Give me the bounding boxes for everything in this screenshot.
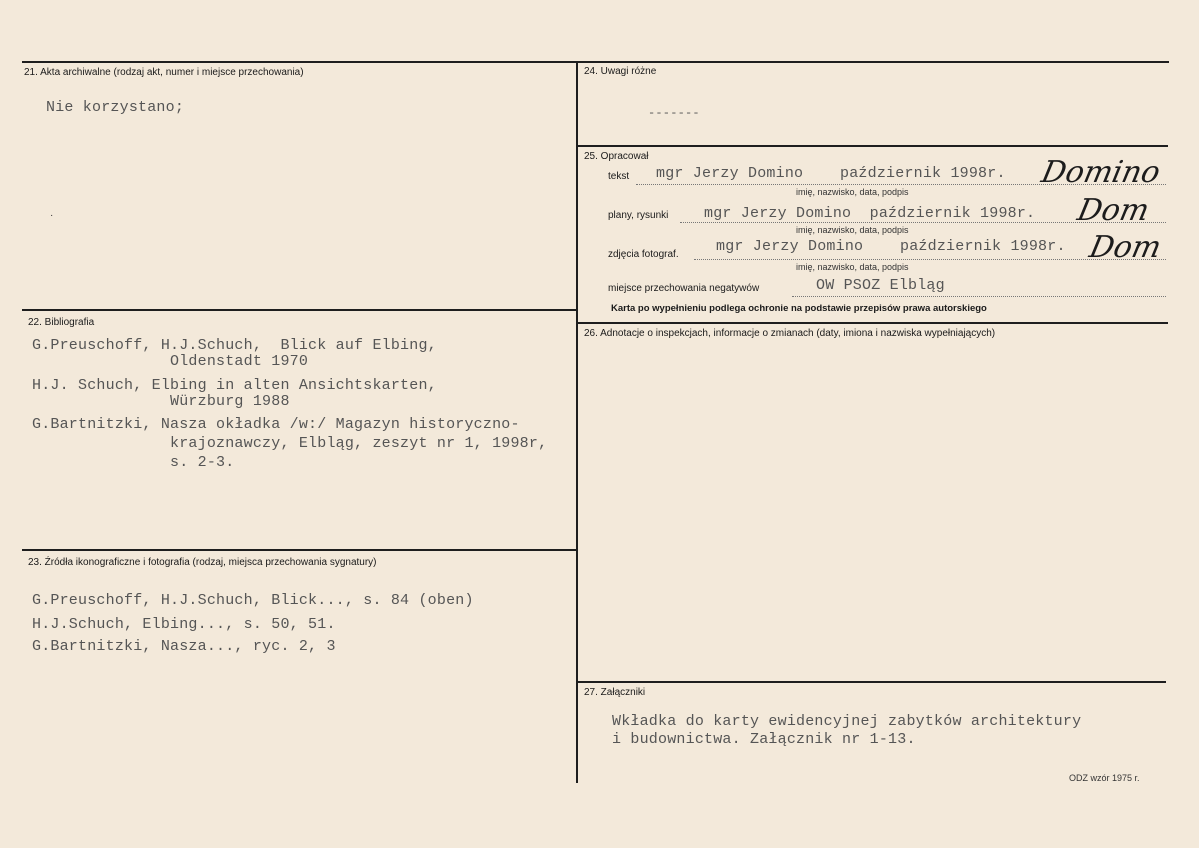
author-field-label: tekst — [608, 171, 630, 182]
section-24-label: 24. Uwagi różne — [584, 66, 657, 77]
photos-hint: imię, nazwisko, data, podpis — [796, 262, 909, 272]
source-line: H.J.Schuch, Elbing..., s. 50, 51. — [32, 616, 336, 633]
stray-dot: · — [50, 210, 54, 221]
author-signature: Domino — [1038, 155, 1164, 190]
bibliography-line: H.J. Schuch, Elbing in alten Ansichtskarten, — [32, 377, 437, 394]
rule-27 — [578, 681, 1166, 683]
section-21-text: Nie korzystano; — [46, 99, 185, 116]
column-divider — [576, 61, 578, 783]
drawings-field-label: plany, rysunki — [608, 210, 669, 221]
rule-23 — [22, 549, 576, 551]
negatives-label: miejsce przechowania negatywów — [608, 283, 760, 294]
bibliography-line: krajoznawczy, Elbląg, zeszyt nr 1, 1998r, — [32, 435, 548, 452]
drawings-hint: imię, nazwisko, data, podpis — [796, 225, 909, 235]
negatives-dotted-line — [792, 296, 1166, 297]
attachments-line: i budownictwa. Załącznik nr 1-13. — [612, 731, 916, 748]
section-23-label: 23. Źródła ikonograficzne i fotografia (rodzaj, miejsca przechowania sygnatury) — [28, 557, 377, 568]
author-value: mgr Jerzy Domino październik 1998r. — [656, 165, 1006, 182]
top-rule — [22, 61, 1169, 63]
bibliography-line: G.Bartnitzki, Nasza okładka /w:/ Magazyn historyczno- — [32, 416, 520, 433]
rule-22 — [22, 309, 576, 311]
bibliography-line: Würzburg 1988 — [32, 393, 290, 410]
source-line: G.Preuschoff, H.J.Schuch, Blick..., s. 84 (oben) — [32, 592, 474, 609]
section-24-text: ------- — [648, 106, 700, 120]
source-line: G.Bartnitzki, Nasza..., ryc. 2, 3 — [32, 638, 336, 655]
drawings-value: mgr Jerzy Domino październik 1998r. — [704, 205, 1036, 222]
photos-value: mgr Jerzy Domino październik 1998r. — [716, 238, 1066, 255]
rule-25 — [578, 145, 1168, 147]
negatives-value: OW PSOZ Elbląg — [816, 277, 945, 294]
form-footer: ODZ wzór 1975 r. — [1069, 773, 1140, 783]
attachments-line: Wkładka do karty ewidencyjnej zabytków architektury — [612, 713, 1082, 730]
rule-26 — [578, 322, 1168, 324]
section-26-label: 26. Adnotacje o inspekcjach, informacje o zmianach (daty, imiona i nazwiska wypełniających) — [584, 328, 996, 339]
section-21-label: 21. Akta archiwalne (rodzaj akt, numer i miejsce przechowania) — [24, 67, 304, 78]
photos-signature: Dom — [1086, 230, 1165, 265]
bibliography-line: G.Preuschoff, H.J.Schuch, Blick auf Elbing, — [32, 337, 437, 354]
section-22-label: 22. Bibliografia — [28, 317, 95, 328]
section-25-label: 25. Opracował — [584, 151, 649, 162]
section-27-label: 27. Załączniki — [584, 687, 646, 698]
photos-field-label: zdjęcia fotograf. — [608, 249, 679, 260]
copyright-note: Karta po wypełnieniu podlega ochronie na podstawie przepisów prawa autorskiego — [611, 303, 987, 314]
bibliography-line: Oldenstadt 1970 — [32, 353, 309, 370]
author-hint: imię, nazwisko, data, podpis — [796, 187, 909, 197]
drawings-signature: Dom — [1074, 193, 1153, 228]
bibliography-line: s. 2-3. — [32, 454, 235, 471]
